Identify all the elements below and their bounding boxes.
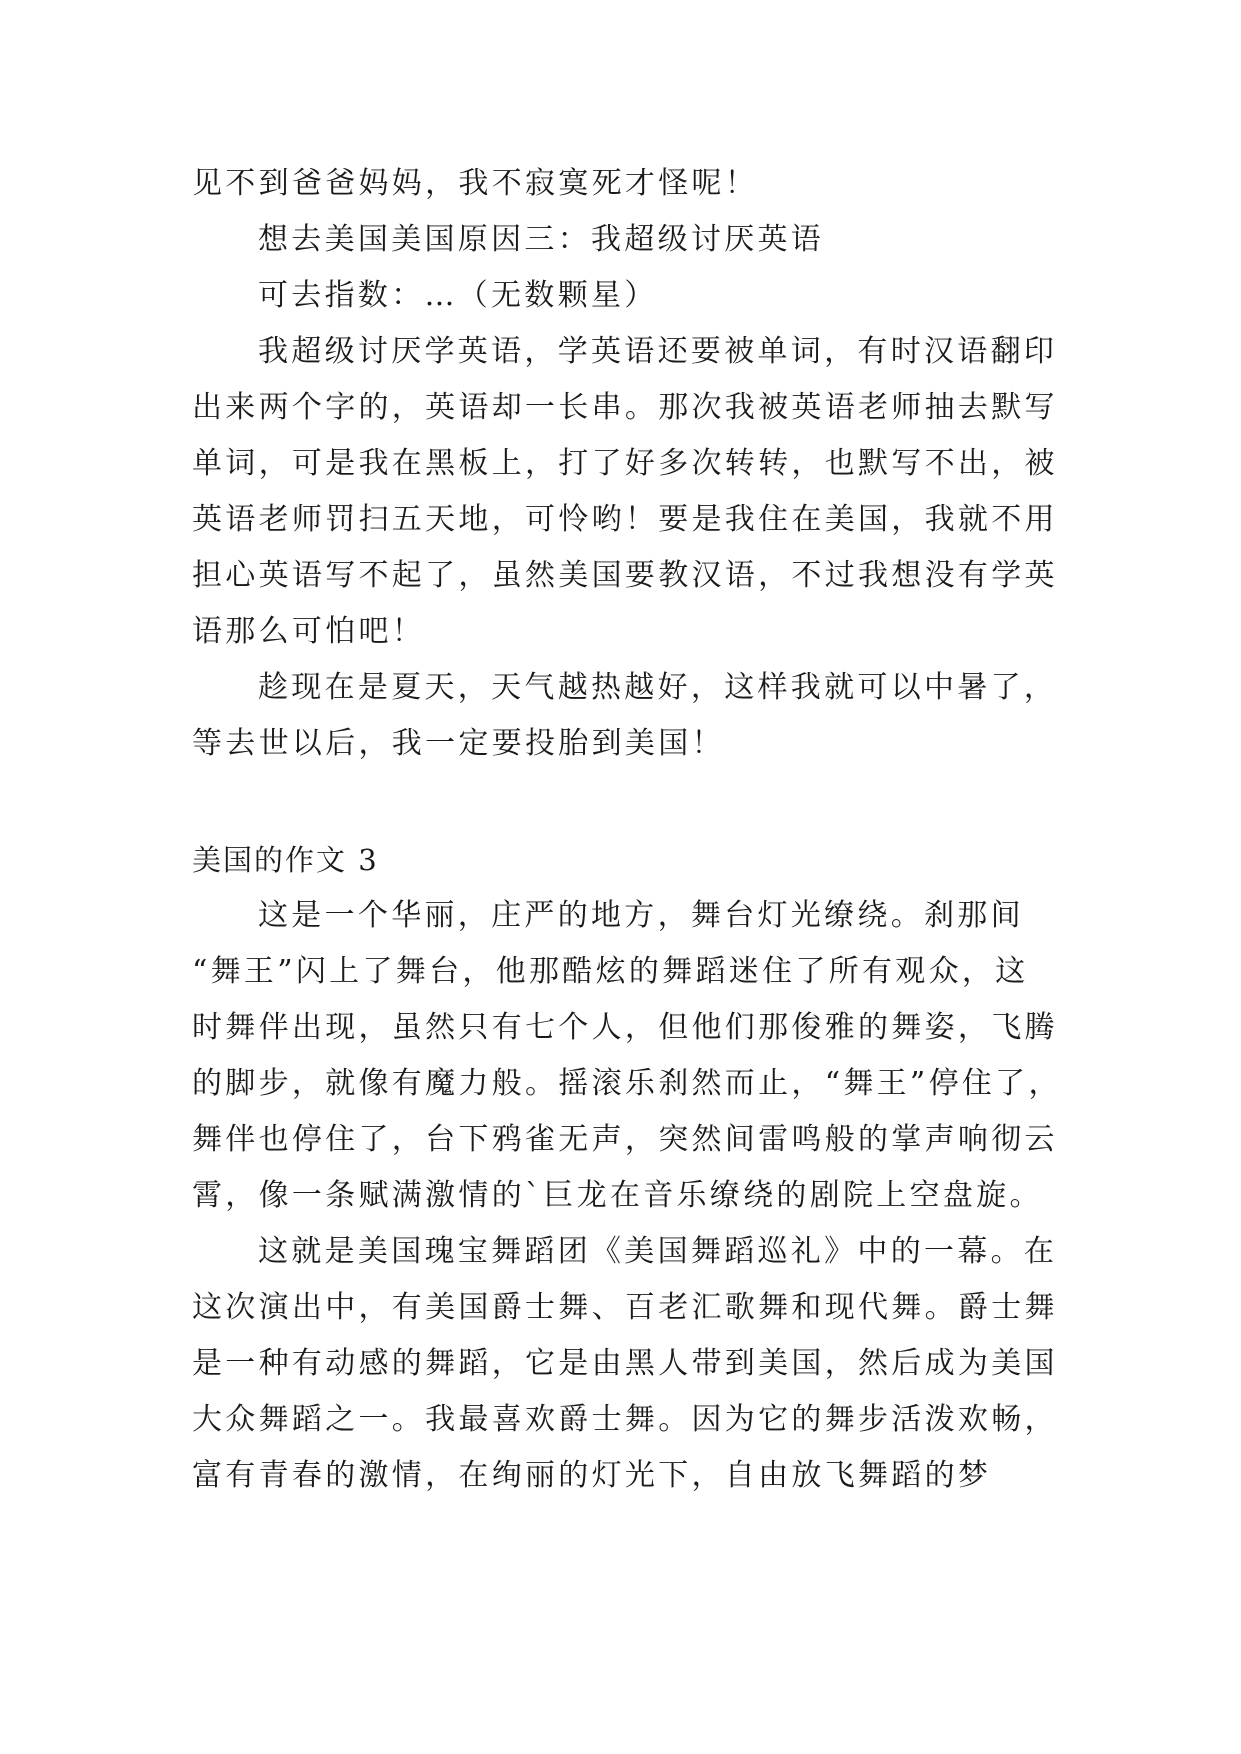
text-line: 英语老师罚扫五天地，可怜哟！要是我住在美国，我就不用 [192,502,1058,537]
text-line: 是一种有动感的舞蹈，它是由黑人带到美国，然后成为美国 [192,1346,1058,1381]
text-line: 这次演出中，有美国爵士舞、百老汇歌舞和现代舞。爵士舞 [192,1290,1058,1325]
text-line: 等去世以后，我一定要投胎到美国！ [192,726,725,761]
paragraph-start: 这就是美国瑰宝舞蹈团《美国舞蹈巡礼》中的一幕。在 [258,1234,1058,1269]
text-line: 语那么可怕吧！ [192,614,426,649]
text-line: “舞王”闪上了舞台，他那酷炫的舞蹈迷住了所有观众，这 [192,954,1029,989]
text-line: 担心英语写不起了，虽然美国要教汉语，不过我想没有学英 [192,558,1058,593]
text-line: 单词，可是我在黑板上，打了好多次转转，也默写不出，被 [192,446,1058,481]
text-line: 富有青春的激情，在绚丽的灯光下，自由放飞舞蹈的梦 [192,1458,992,1493]
paragraph-start: 趁现在是夏天，天气越热越好，这样我就可以中暑了， [258,670,1058,705]
document-page [192,156,1062,1504]
reason-heading: 想去美国美国原因三：我超级讨厌英语 [258,222,825,257]
text-line: 霄，像一条赋满激情的`巨龙在音乐缭绕的剧院上空盘旋。 [192,1178,1043,1213]
text-line: 的脚步，就像有魔力般。摇滚乐刹然而止，“舞王”停住了， [192,1066,1062,1101]
section-gap [192,772,1062,832]
paragraph-start: 这是一个华丽，庄严的地方，舞台灯光缭绕。刹那间 [258,898,1024,933]
rating-line: 可去指数：…（无数颗星） [258,278,658,313]
essay-title: 美国的作文 3 [192,843,379,877]
text-line: 出来两个字的，英语却一长串。那次我被英语老师抽去默写 [192,390,1058,425]
text-line: 见不到爸爸妈妈，我不寂寞死才怪呢！ [192,166,759,201]
text-line: 大众舞蹈之一。我最喜欢爵士舞。因为它的舞步活泼欢畅， [192,1402,1058,1437]
text-line: 时舞伴出现，虽然只有七个人，但他们那俊雅的舞姿，飞腾 [192,1010,1058,1045]
paragraph-start: 我超级讨厌学英语，学英语还要被单词，有时汉语翻印 [258,334,1058,369]
text-line: 舞伴也停住了，台下鸦雀无声，突然间雷鸣般的掌声响彻云 [192,1122,1058,1157]
